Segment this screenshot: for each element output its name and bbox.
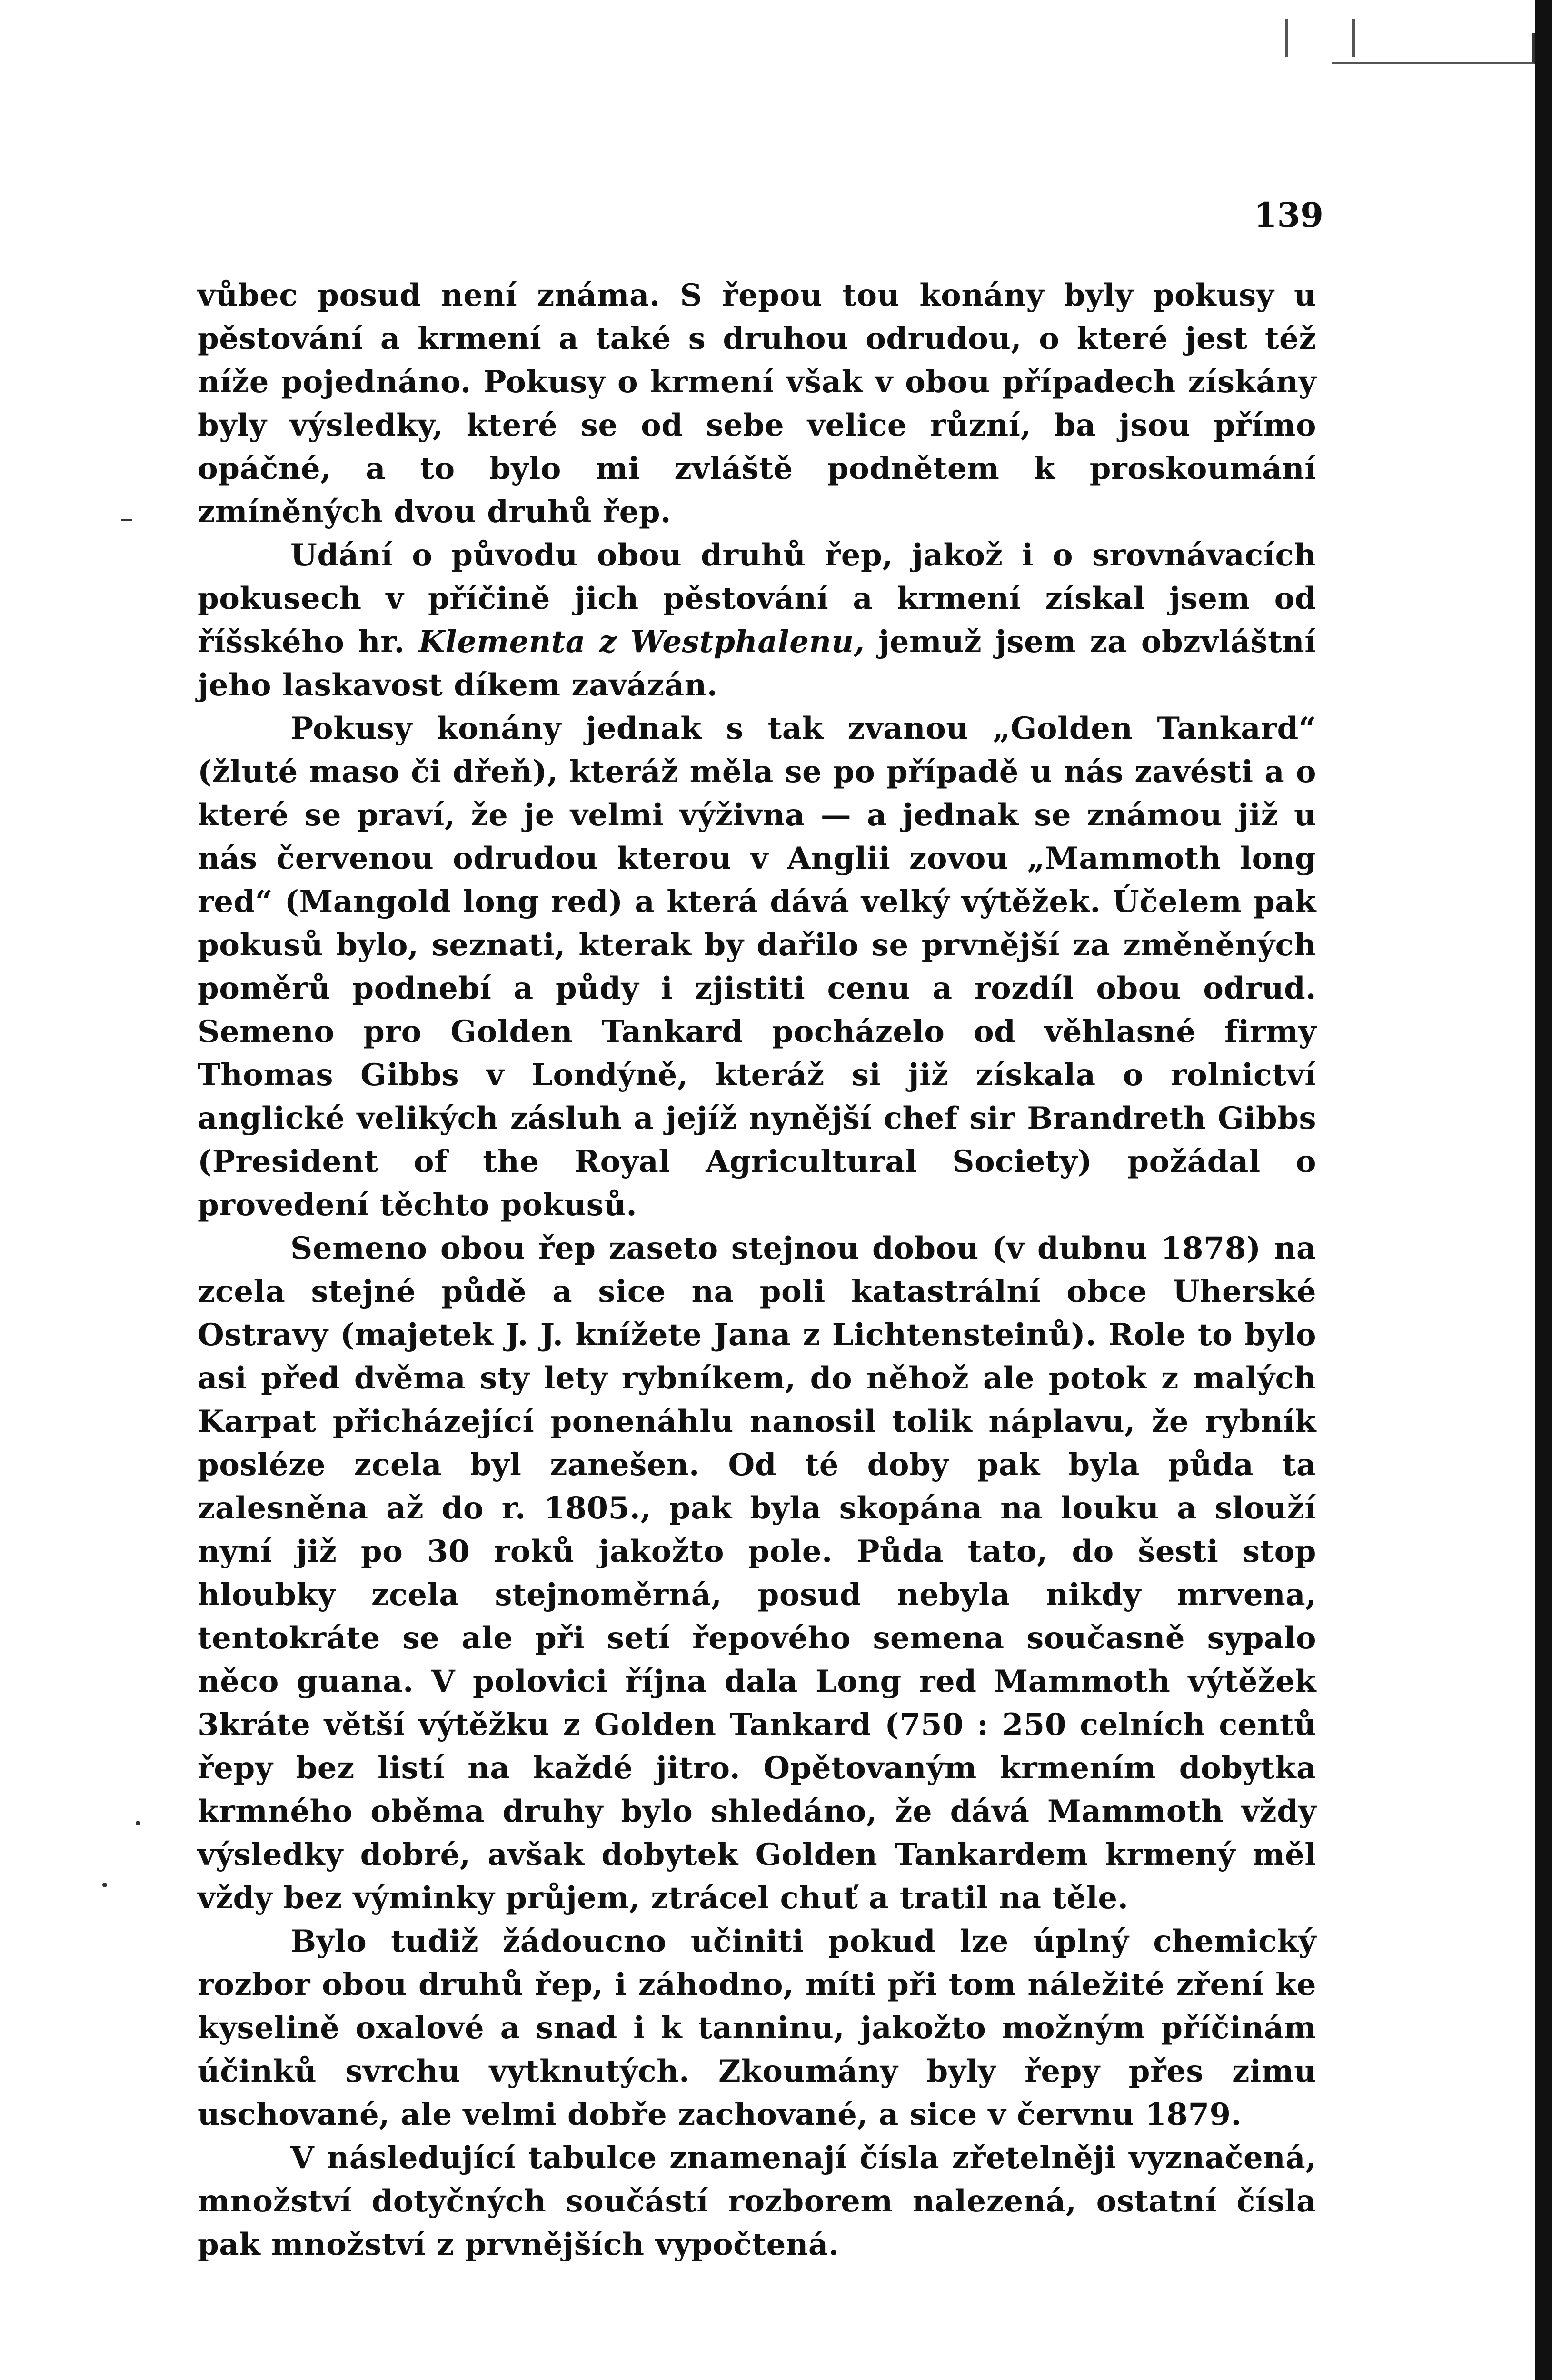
page-number: 139 (1254, 195, 1323, 235)
paragraph-6: V následující tabulce znamenají čísla zřetelněji vyznačená, množství dotyčných součástí rozborem nalezená, ostatní čísla pak množství z prvnějších vypočtená. (198, 2140, 1316, 2262)
scan-crop-mark (1332, 33, 1535, 64)
paragraph-2 (198, 534, 1316, 707)
paragraph-2-text-start: Udání o původu obou druhů řep, jakož i o srovnávacích pokusech v příčině jich pěstování a krmení získal jsem od říšského hr. (198, 537, 1316, 660)
paragraph-3: Pokusy konány jednak s tak zvanou „Golden Tankard“ (žluté maso či dřeň), kteráž měla se po případě u nás zavésti a o které se praví, že je velmi výživna — a jednak se známou již u nás červenou odrudou kterou v Anglii zovou „Mammoth long red“ (Mangold long red) a která dává velký výtěžek. Účelem pak pokusů bylo, seznati, kterak by dařilo se prvnější za změněných poměrů podnebí a půdy i zjistiti cenu a rozdíl obou odrud. Semeno pro Golden Tankard pocházelo od věhlasné firmy Thomas Gibbs v Londýně, kteráž si již získala o rolnictví anglické velikých zásluh a jejíž nynější chef sir Brandreth Gibbs (President of the Royal Agricultural Society) požádal o provedení těchto pokusů. (198, 711, 1316, 1223)
paragraph-2-text-end: jemuž jsem za obzvláštní jeho laskavost díkem zavázán. (198, 624, 1317, 703)
scan-tick-mark (1285, 19, 1288, 57)
margin-dot-mark (136, 1821, 140, 1825)
margin-dot-mark (102, 1883, 107, 1887)
body-text (198, 274, 1316, 2266)
margin-dash-mark (121, 519, 132, 521)
scan-border-right (1535, 0, 1552, 2380)
paragraph-1: vůbec posud není známa. S řepou tou konány byly pokusy u pěstování a krmení a také s druhou odrudou, o které jest též níže pojednáno. Pokusy o krmení však v obou případech získány byly výsledky, které se od sebe velice různí, ba jsou přímo opáčné, a to bylo mi zvláště podnětem k proskoumání zmíněných dvou druhů řep. (198, 278, 1316, 530)
paragraph-5: Bylo tudiž žádoucno učiniti pokud lze úplný chemický rozbor obou druhů řep, i záhodno, míti při tom náležité zření ke kyselině oxalové a snad i k tanninu, jakožto možným příčinám účinků svrchu vytknutých. Zkoumány byly řepy přes zimu uschované, ale velmi dobře zachované, a sice v červnu 1879. (198, 1924, 1316, 2132)
paragraph-4: Semeno obou řep zaseto stejnou dobou (v dubnu 1878) na zcela stejné půdě a sice na poli katastrální obce Uherské Ostravy (majetek J. J. knížete Jana z Lichtensteinů). Role to bylo asi před dvěma sty lety rybníkem, do něhož ale potok z malých Karpat přicházející ponenáhlu nanosil tolik náplavu, že rybník posléze zcela byl zanešen. Od té doby pak byla půda ta zalesněna až do r. 1805., pak byla skopána na louku a slouží nyní již po 30 roků jakožto pole. Půda tato, do šesti stop hloubky zcela stejnoměrná, posud nebyla nikdy mrvena, tentokráte se ale při setí řepového semena současně sypalo něco guana. V polovici října dala Long red Mammoth výtěžek 3kráte větší výtěžku z Golden Tankard (750 : 250 celních centů řepy bez listí na každé jitro. Opětovaným krmením dobytka krmného oběma druhy bylo shledáno, že dává Mammoth vždy výsledky dobré, avšak dobytek Golden Tankardem krmený měl vždy bez výminky průjem, ztrácel chuť a tratil na těle. (198, 1230, 1316, 1916)
scan-tick-mark (1352, 19, 1355, 57)
person-name: Klementa z Westphalenu, (418, 624, 865, 660)
